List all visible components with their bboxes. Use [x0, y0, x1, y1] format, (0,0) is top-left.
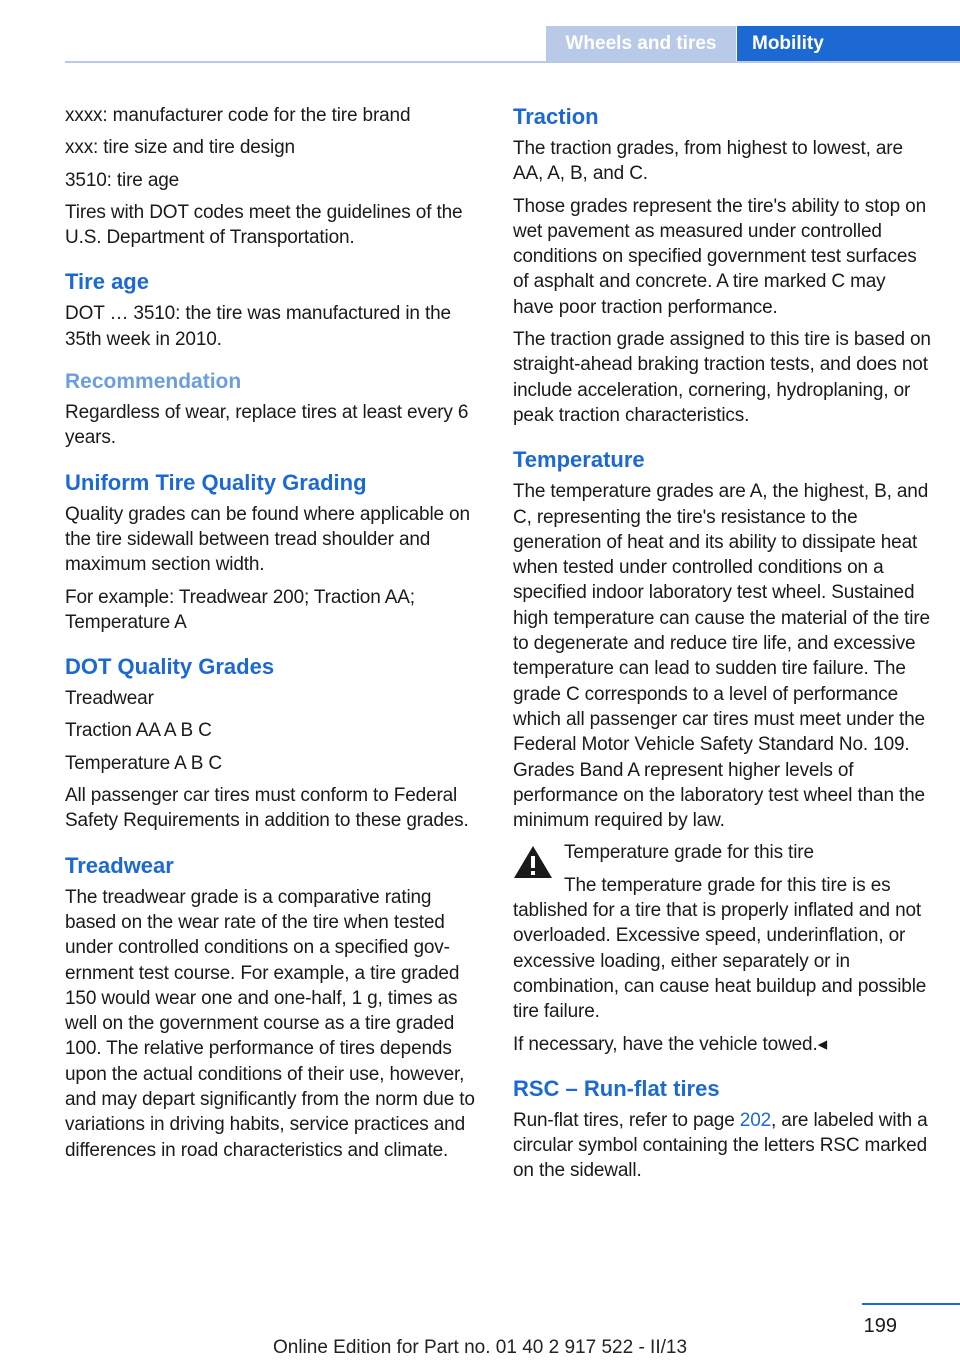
paragraph: DOT … 3510: the tire was manufactured in the 35th week in 2010.: [65, 303, 451, 350]
warning-text-first-line: The temperature grade for this tire is es: [564, 874, 891, 896]
paragraph: xxxx: manufacturer code for the tire brand: [65, 105, 411, 126]
paragraph: 3510: tire age: [65, 169, 180, 191]
paragraph: The temperature grades are A, the highest, B, and C, representing the tire's resistance to the generation of heat and its ability to dissipate heat when tested under controlled conditions on a specified indoor laboratory test wheel. Sustained high temperature can cause the material of the tire to degenerate and reduce tire life, and excessive temperature can lead to sudden tire failure. The grade C corresponds to a level of performance which all passenger car tires must meet under the Federal Motor Vehicle Safety Standard No. 109. Grades Band A represent higher levels of performance on the laboratory test wheel than the minimum required by law.: [513, 481, 930, 832]
paragraph: Tires with DOT codes meet the guidelines of the U.S. Department of Transportation.: [65, 201, 463, 249]
edition-text: Online Edition for Part no. 01 40 2 917 522 - II/13: [272, 1337, 688, 1358]
heading-temperature: Temperature: [513, 447, 645, 473]
paragraph: Quality grades can be found where applicable on the tire sidewall between tread shoulder and maximum section width.: [65, 503, 470, 576]
footer-divider: [862, 1303, 960, 1305]
paragraph-rsc: [513, 1108, 931, 1184]
warning-triangle-icon: [513, 844, 553, 880]
paragraph: All passenger car tires must conform to Federal Safety Requirements in addition to these grades.: [65, 785, 469, 832]
warning-text: tablished for a tire that is properly inflated and not overloaded. Excessive speed, underinflation, or excessive loading, either separately or in combination, can cause heat buildup and possible tire failure.: [513, 900, 927, 1023]
warning-block: [513, 840, 931, 1024]
paragraph: If necessary, have the vehicle towed.◂: [513, 1033, 827, 1055]
subheading-recommendation: Recommendation: [65, 370, 242, 394]
paragraph: Regardless of wear, replace tires at least every 6 years.: [65, 402, 469, 449]
heading-tire-age: Tire age: [65, 269, 149, 295]
paragraph: Traction AA A B C: [65, 720, 212, 742]
header-divider: [65, 61, 960, 63]
header-chapter-tab[interactable]: Mobility: [737, 26, 960, 61]
paragraph: The traction grades, from highest to lowest, are AA, A, B, and C.: [513, 138, 903, 185]
paragraph: The traction grade assigned to this tire is based on straight-ahead braking traction tests, and does not include acceleration, cornering, hydroplaning, or peak traction characteristics.: [513, 329, 931, 426]
heading-utqg: Uniform Tire Quality Grading: [65, 469, 367, 495]
paragraph: The treadwear grade is a comparative rating based on the wear rate of the tire when tested under controlled conditions on a specified government test course. For example, a tire graded 150 would wear one and one-half, 1 g, times as well on the government course as a tire graded 100. The relative performance of tires depends upon the actual conditions of their use, however, and may depart significantly from the norm due to variations in driving habits, service practices and differences in road characteristics and climate.: [65, 886, 475, 1161]
left-column: [65, 103, 483, 1170]
rsc-text-before: Run-flat tires, refer to page: [513, 1109, 740, 1131]
rsc-text-after: , are labeled with a circular symbol containing the letters RSC marked on the sidewall.: [513, 1109, 928, 1182]
heading-dot-quality-grades: DOT Quality Grades: [65, 654, 275, 680]
page-link-202[interactable]: 202: [739, 1109, 772, 1131]
warning-title: Temperature grade for this tire: [564, 842, 814, 864]
heading-rsc: RSC – Run-flat tires: [513, 1075, 720, 1101]
paragraph: xxx: tire size and tire design: [65, 137, 295, 159]
page-number: 199: [863, 1315, 897, 1337]
heading-treadwear: Treadwear: [65, 852, 174, 878]
right-column: [513, 103, 931, 1191]
paragraph: Those grades represent the tire's ability to stop on wet pavement as measured under controlled conditions on specified government test surfaces of asphalt and concrete. A tire marked C may have poor traction performance.: [513, 195, 927, 318]
paragraph: For example: Treadwear 200; Traction AA; Temperature A: [65, 586, 415, 633]
paragraph: Treadwear: [65, 688, 154, 710]
header-section-tab[interactable]: Wheels and tires: [546, 26, 736, 61]
paragraph: Temperature A B C: [65, 752, 222, 774]
heading-traction: Traction: [513, 104, 599, 129]
